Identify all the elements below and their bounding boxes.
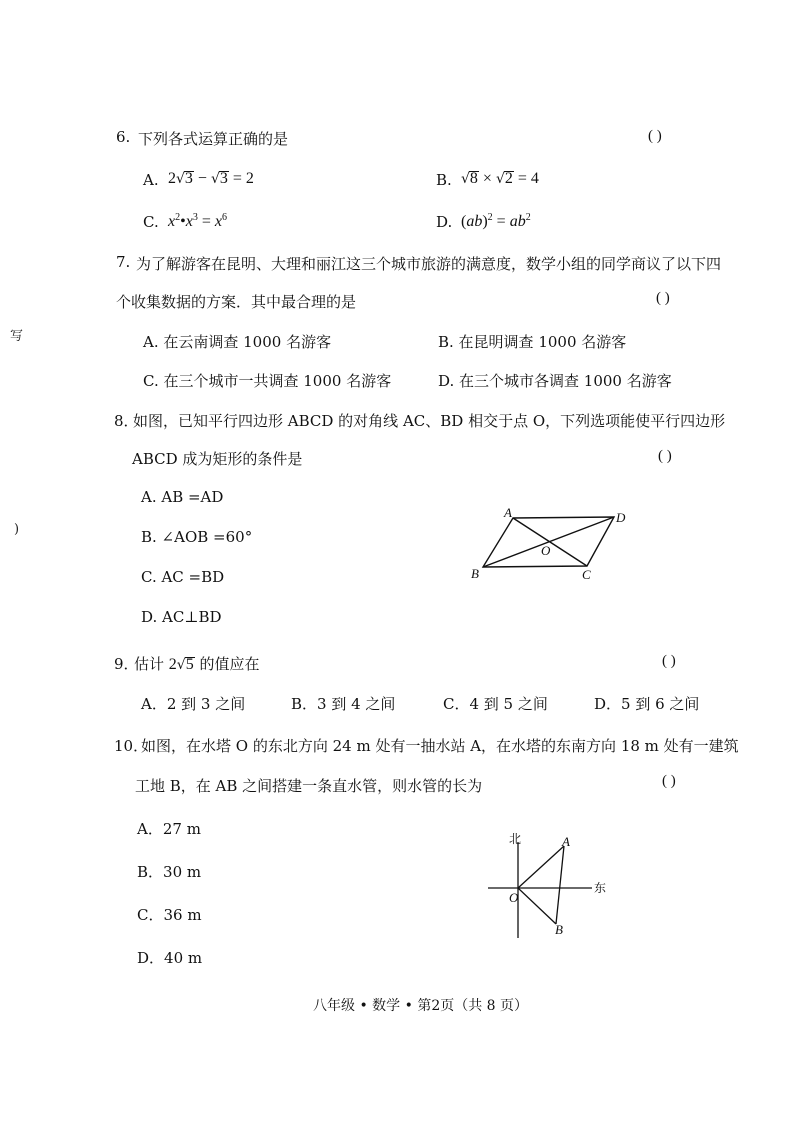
q6-option-c-expr: $x^2•x^3 = x^6$ xyxy=(168,212,227,230)
q10-stem-line1: 如图，在水塔 O 的东北方向 24 m 处有一抽水站 A，在水塔的东南方向 18 m 处有一建筑 xyxy=(141,737,739,755)
point-label-b: B xyxy=(555,922,563,937)
q10-stem-line2: 工地 B，在 AB 之间搭建一条直水管，则水管的长为 xyxy=(135,777,483,795)
margin-mark-2: ) xyxy=(14,522,20,537)
q7-option-c: C. 在三个城市一共调查 1000 名游客 xyxy=(143,372,392,390)
vertex-label-c: C xyxy=(582,567,591,582)
q9-option-c: C．4 到 5 之间 xyxy=(443,695,548,713)
q6-option-b-label: B. xyxy=(436,171,452,189)
q9-number: 9． xyxy=(114,655,139,673)
q7-option-b: B. 在昆明调查 1000 名游客 xyxy=(438,333,627,351)
q6-option-a-label: A. xyxy=(143,171,159,189)
q9-option-b: B．3 到 4 之间 xyxy=(291,695,396,713)
q7-option-a: A. 在云南调查 1000 名游客 xyxy=(143,333,332,351)
q10-option-a: A．27 m xyxy=(137,820,201,838)
q8-option-b: B. ∠AOB =60° xyxy=(141,528,253,546)
q6-option-b-expr: √8 × √2 = 4 xyxy=(461,170,539,187)
segment-ob xyxy=(518,888,556,924)
q9-answer-paren: ( ) xyxy=(662,653,676,669)
compass-figure xyxy=(484,828,624,943)
point-label-a: A xyxy=(562,834,570,849)
q8-option-c: C. AC =BD xyxy=(141,568,225,586)
q8-stem-line2: ABCD 成为矩形的条件是 xyxy=(132,450,303,468)
q8-answer-paren: ( ) xyxy=(658,448,672,464)
q6-option-d-label: D. xyxy=(436,213,453,231)
vertex-label-b: B xyxy=(471,566,479,581)
diagonal-bd xyxy=(483,517,614,567)
q6-option-a-expr: 2√3 − √3 = 2 xyxy=(168,170,254,187)
margin-mark-1: 写 xyxy=(10,329,24,344)
q8-option-d: D. AC⊥BD xyxy=(141,608,222,626)
parallelogram-figure xyxy=(466,500,636,590)
q10-number: 10． xyxy=(114,737,149,755)
q9-option-d: D．5 到 6 之间 xyxy=(594,695,700,713)
point-label-o: O xyxy=(509,890,519,905)
q7-option-d: D. 在三个城市各调查 1000 名游客 xyxy=(438,372,672,390)
q9-option-a: A．2 到 3 之间 xyxy=(141,695,246,713)
q10-option-b: B．30 m xyxy=(137,863,202,881)
q8-option-a: A. AB =AD xyxy=(141,488,224,506)
q6-answer-paren: ( ) xyxy=(648,128,662,144)
q8-number: 8． xyxy=(114,412,139,430)
q6-number: 6. xyxy=(116,128,131,146)
vertex-label-a: A xyxy=(504,505,512,520)
page-footer: 八年级 • 数学 • 第2页（共 8 页） xyxy=(313,998,529,1014)
center-label-o: O xyxy=(541,543,551,558)
q7-answer-paren: ( ) xyxy=(656,290,670,306)
q7-stem-line2: 个收集数据的方案．其中最合理的是 xyxy=(116,293,357,311)
q10-option-c: C．36 m xyxy=(137,906,202,924)
vertex-label-d: D xyxy=(616,510,626,525)
q6-option-c-label: C. xyxy=(143,213,159,231)
q7-number: 7. xyxy=(116,253,131,271)
q10-option-d: D．40 m xyxy=(137,949,203,967)
east-label: 东 xyxy=(594,881,607,895)
q7-stem-line1: 为了解游客在昆明、大理和丽江这三个城市旅游的满意度，数学小组的同学商议了以下四 xyxy=(136,255,722,273)
q9-stem: 估计 2√5 的值应在 xyxy=(134,655,260,673)
segment-oa xyxy=(518,846,564,888)
q6-option-d-expr: $(ab)^2 = ab^2$ xyxy=(461,212,531,230)
north-label: 北 xyxy=(509,832,522,846)
q6-stem: 下列各式运算正确的是 xyxy=(138,130,289,148)
segment-ab xyxy=(556,846,564,924)
q8-stem-line1: 如图，已知平行四边形 ABCD 的对角线 AC、BD 相交于点 O，下列选项能使平行四边形 xyxy=(133,412,726,430)
q10-answer-paren: ( ) xyxy=(662,773,676,789)
